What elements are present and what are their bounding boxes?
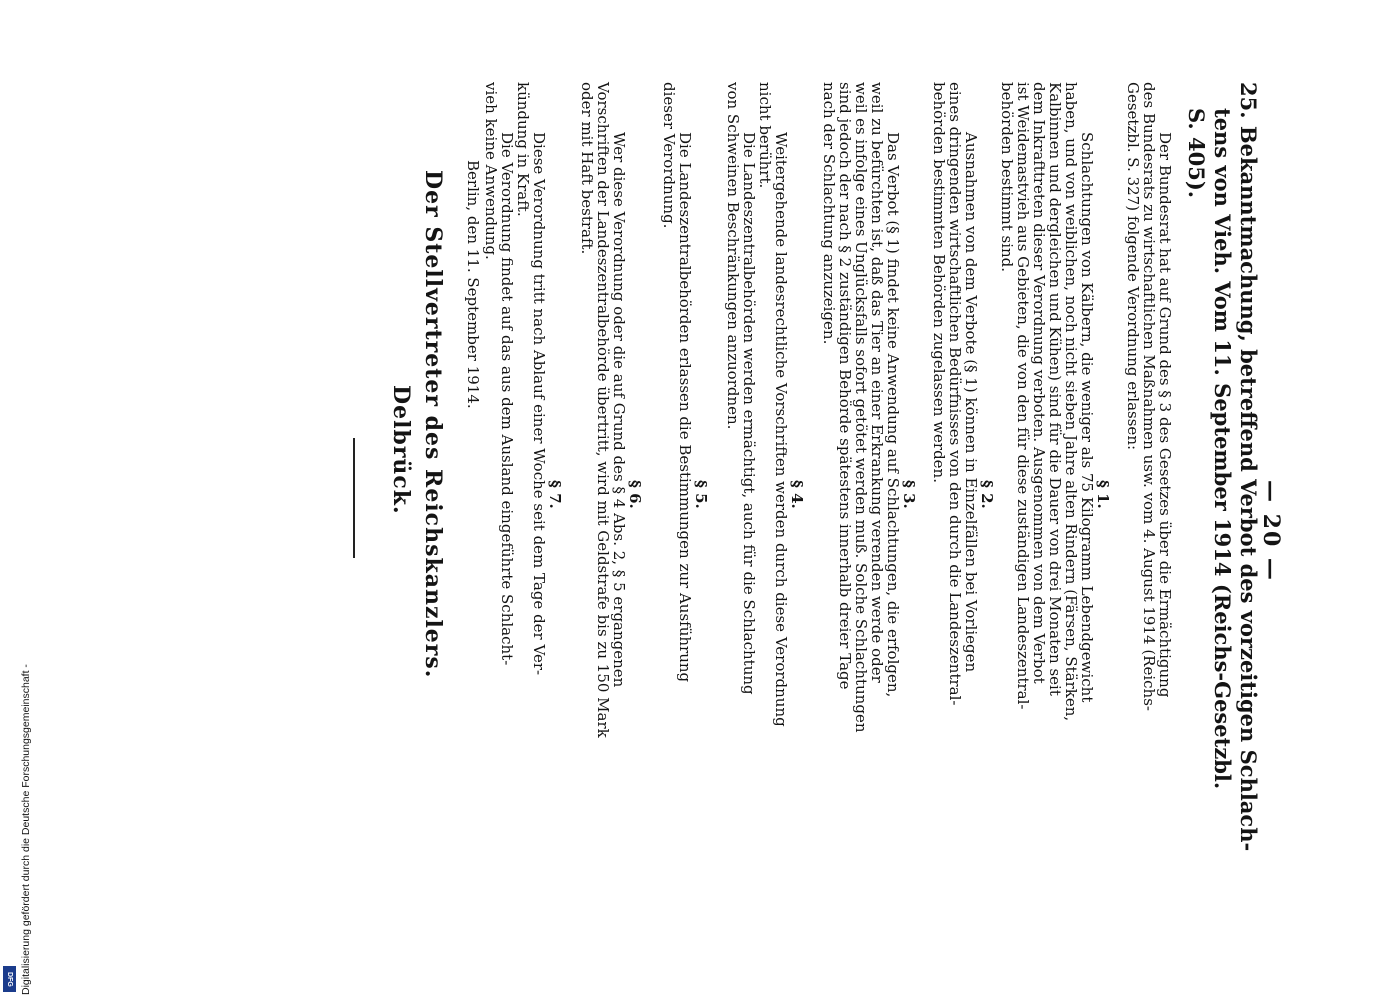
- section-heading: § 3.: [900, 480, 918, 509]
- section-line: Die Verordnung findet auf das aus dem Ausland eingeführte Schlacht-: [498, 132, 516, 666]
- intro-line: Gesetzbl. S. 327) folgende Verordnung erlassen:: [1124, 82, 1142, 451]
- section-line: dem Inkrafttreten dieser Verordnung verboten. Ausgenommen von dem Verbot: [1030, 82, 1048, 684]
- section-line: Die Landeszentralbehörden erlassen die Bestimmungen zur Ausführung: [676, 132, 694, 683]
- title-line-3: S. 405).: [1184, 108, 1209, 199]
- section-line: oder mit Haft bestraft.: [578, 82, 596, 255]
- section-line: vieh keine Anwendung.: [482, 82, 500, 260]
- section-line: von Schweinen Beschränkungen anzuordnen.: [724, 82, 742, 430]
- section-line: haben, und von weiblichen, noch nicht sieben Jahre alten Rindern (Färsen, Stärken,: [1062, 82, 1080, 722]
- section-line: Die Landeszentralbehörden werden ermächtigt, auch für die Schlachtung: [740, 132, 758, 695]
- section-line: eines dringenden wirtschaftlichen Bedürfnisses von den durch die Landeszentral-: [946, 82, 964, 706]
- section-line: Schlachtungen von Kälbern, die weniger als 75 Kilogramm Lebendgewicht: [1078, 132, 1096, 703]
- section-heading: § 5.: [692, 480, 710, 509]
- section-line: weil zu befürchten ist, daß das Tier an einer Erkrankung verenden werde oder: [868, 82, 886, 683]
- signature-title: Der Stellvertreter des Reichskanzlers.: [420, 170, 446, 679]
- section-heading: § 6.: [626, 480, 644, 509]
- page-number: — 20 —: [1258, 480, 1284, 582]
- section-line: dieser Verordnung.: [660, 82, 678, 229]
- section-line: Kalbinnen und dergleichen und Kühen) sind für die Dauer von drei Monaten seit: [1046, 82, 1064, 696]
- place-date: Berlin, den 11. September 1914.: [464, 160, 482, 409]
- rotated-document-page: [180, 80, 1290, 970]
- section-line: ist Weidemastvieh aus Gebieten, die von den für diese zuständigen Landeszentral-: [1014, 82, 1032, 710]
- section-line: kündung in Kraft.: [514, 82, 532, 217]
- section-line: Vorschriften der Landeszentralbehörde übertritt, wird mit Geldstrafe bis zu 150 Mark: [594, 82, 612, 738]
- section-line: weil es infolge eines Unglücksfalls sofort getötet werden muß. Solche Schlachtungen: [852, 82, 870, 733]
- section-line: Ausnahmen von dem Verbote (§ 1) können in Einzelfällen bei Vorliegen: [962, 132, 980, 673]
- funding-note: Digitalisierung gefördert durch die Deutsche Forschungsgemeinschaft -: [20, 664, 32, 995]
- section-line: Diese Verordnung tritt nach Ablauf einer Woche seit dem Tage der Ver-: [530, 132, 548, 676]
- section-heading: § 2.: [978, 480, 996, 509]
- title-line-1: 25. Bekanntmachung, betreffend Verbot des vorzeitigen Schlach-: [1236, 82, 1261, 852]
- section-line: sind jedoch der nach § 2 zuständigen Behörde spätestens innerhalb dreier Tage: [836, 82, 854, 690]
- title-line-2: tens von Vieh. Vom 11. September 1914 (Reichs-Gesetzbl.: [1210, 108, 1235, 790]
- section-line: behörden bestimmten Behörden zugelassen werden.: [930, 82, 948, 483]
- intro-line: des Bundesrats zu wirtschaftlichen Maßnahmen usw. vom 4. August 1914 (Reichs-: [1140, 82, 1158, 711]
- section-line: Das Verbot (§ 1) findet keine Anwendung auf Schlachtungen, die erfolgen,: [884, 132, 902, 698]
- dfg-logo: DFG: [3, 966, 16, 992]
- section-line: Wer diese Verordnung oder die auf Grund des § 4 Abs. 2, § 5 ergangenen: [610, 132, 628, 688]
- closing-rule: [353, 438, 355, 558]
- section-heading: § 1.: [1094, 480, 1112, 509]
- section-heading: § 7.: [546, 480, 564, 509]
- section-line: behörden bestimmt sind.: [998, 82, 1016, 273]
- signature-name: Delbrück.: [388, 385, 414, 515]
- section-line: Weitergehende landesrechtliche Vorschriften werden durch diese Verordnung: [772, 132, 790, 727]
- intro-line: Der Bundesrat hat auf Grund des § 3 des Gesetzes über die Ermächtigung: [1156, 132, 1174, 698]
- section-heading: § 4.: [788, 480, 806, 509]
- section-line: nicht berührt.: [756, 82, 774, 189]
- section-line: nach der Schlachtung anzuzeigen.: [820, 82, 838, 345]
